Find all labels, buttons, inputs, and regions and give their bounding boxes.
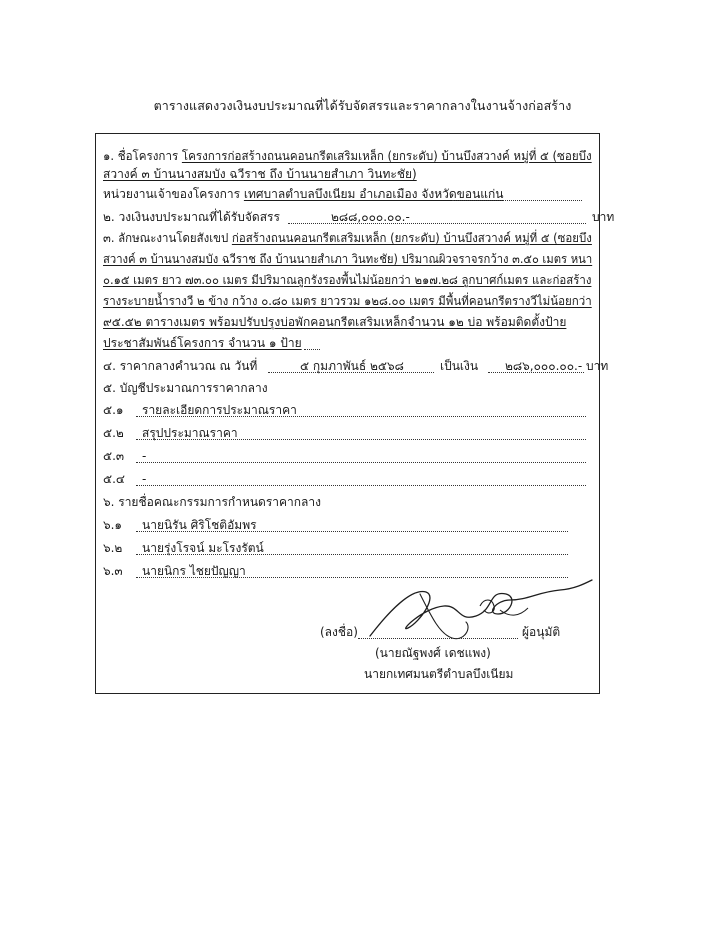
estimate-row-dotted-line — [136, 439, 586, 440]
project-name-label: ๑. ชื่อโครงการ — [103, 149, 179, 163]
scope-dotted-line — [304, 349, 320, 350]
sign-label: (ลงชื่อ) — [320, 625, 358, 639]
ref-price-date: ๕ กุมภาพันธ์ ๒๕๖๘ — [300, 359, 404, 373]
budget-line — [103, 209, 280, 225]
scope-line-6 — [103, 335, 302, 351]
estimate-row-num: ๕.๔ — [103, 472, 125, 486]
budget-unit: บาท — [592, 210, 615, 224]
scope-line-4 — [103, 293, 592, 309]
estimate-row-dotted-line — [136, 462, 586, 463]
budget-value: ๒๘๘,๐๐๐.๐๐.- — [331, 210, 410, 224]
scope-text-6: ประชาสัมพันธ์โครงการ จำนวน ๑ ป้าย — [103, 336, 302, 350]
approver-label: ผู้อนุมัติ — [522, 625, 561, 639]
agency-label: หน่วยงานเจ้าของโครงการ — [103, 187, 241, 201]
signer-name: (นายณัฐพงศ์ เดชแพง) — [375, 646, 491, 660]
scope-line-3 — [103, 272, 591, 288]
estimate-list-label: ๕. บัญชีประมาณการราคากลาง — [103, 381, 268, 395]
committee-row-dotted-line — [136, 531, 568, 532]
scope-text-1: ก่อสร้างถนนคอนกรีตเสริมเหล็ก (ยกระดับ) บ้านบึงสวางค์ หมู่ที่ ๕ (ซอยบึง — [231, 231, 592, 245]
estimate-row-text: - — [142, 449, 147, 463]
scope-text-2: สวางค์ ๓ บ้านนางสมบัง ฉวีราช ถึง บ้านนายสำเภา วินทะชัย) ปริมาณผิวจราจรกว้าง ๓.๕๐ เมตร หนา — [103, 252, 593, 266]
committee-member-name: นายนิรัน ศิริโชติอัมพร — [142, 518, 257, 532]
project-name-value-1: โครงการก่อสร้างถนนคอนกรีตเสริมเหล็ก (ยกระดับ) บ้านบึงสวางค์ หมู่ที่ ๕ (ซอยบึง — [181, 149, 592, 163]
scope-line-1 — [103, 230, 592, 246]
estimate-row-dotted-line — [136, 485, 586, 486]
project-name-value-2: สวางค์ ๓ บ้านนางสมบัง ฉวีราช ถึง บ้านนายสำเภา วินทะชัย) — [103, 167, 417, 181]
committee-label: ๖. รายชื่อคณะกรรมการกำหนดราคากลาง — [103, 495, 322, 509]
scope-line-5 — [103, 314, 566, 330]
estimate-row-num: ๕.๒ — [103, 426, 124, 440]
ref-price-amount-dotted-line — [488, 372, 584, 373]
committee-member-name: นายนิกร ไชยปัญญา — [142, 564, 246, 578]
signer-position: นายกเทศมนตรีตำบลบึงเนียม — [364, 667, 514, 681]
estimate-row-text: สรุปประมาณราคา — [142, 426, 238, 440]
budget-label: ๒. วงเงินงบประมาณที่ได้รับจัดสรร — [103, 210, 280, 224]
ref-price-label: ๔. ราคากลางคำนวณ ณ วันที่ — [103, 359, 258, 373]
committee-row — [103, 517, 122, 533]
committee-member-name: นายรุ่งโรจน์ มะโรงรัตน์ — [142, 541, 264, 555]
scope-text-3: ๐.๑๕ เมตร ยาว ๗๓.๐๐ เมตร มีปริมาณลูกรังรองพื้นไม่น้อยกว่า ๒๑๗.๒๘ ลูกบาศก์เมตร และก่อสร้าง — [103, 273, 592, 287]
ref-price-line — [103, 358, 257, 374]
scope-line-2 — [103, 251, 592, 267]
scope-text-5: ๙๕.๕๒ ตารางเมตร พร้อมปรับปรุงบ่อพักคอนกรีตเสริมเหล็กจำนวน ๑๒ บ่อ พร้อมติดตั้งป้าย — [103, 315, 567, 329]
scope-label: ๓. ลักษณะงานโดยสังเขป — [103, 231, 229, 245]
estimate-row — [103, 425, 124, 441]
scope-text-4: รางระบายน้ำรางวี ๒ ข้าง กว้าง ๐.๘๐ เมตร ยาวรวม ๑๒๘.๐๐ เมตร มีพื้นที่คอนกรีตรางวีไม่น้อยกว่า — [103, 294, 592, 308]
agency-line — [103, 186, 503, 202]
estimate-row-text: รายละเอียดการประมาณราคา — [142, 403, 297, 417]
agency-value: เทศบาลตำบลบึงเนียม อำเภอเมือง จังหวัดขอนแก่น — [243, 187, 504, 201]
estimate-row-dotted-line — [136, 416, 586, 417]
committee-row — [103, 540, 122, 556]
estimate-row-num: ๕.๑ — [103, 403, 124, 417]
sign-dotted-line — [358, 638, 518, 639]
agency-dotted-line — [452, 200, 582, 201]
project-name-line-2 — [103, 166, 417, 182]
page-title: ตารางแสดงวงเงินงบประมาณที่ได้รับจัดสรรและราคากลางในงานจ้างก่อสร้าง — [153, 98, 572, 113]
project-name-line-1 — [103, 148, 592, 164]
estimate-row — [103, 471, 125, 487]
ref-price-amount: ๒๘๖,๐๐๐.๐๐.- — [505, 359, 583, 373]
committee-row-num: ๖.๓ — [103, 564, 123, 578]
estimate-row-text: - — [142, 472, 147, 486]
ref-price-amount-label: เป็นเงิน — [440, 359, 479, 373]
committee-row — [103, 563, 123, 579]
ref-price-date-dotted-line — [268, 372, 434, 373]
committee-row-dotted-line — [136, 554, 568, 555]
committee-row-num: ๖.๑ — [103, 518, 123, 532]
ref-price-unit: บาท — [586, 359, 609, 373]
estimate-row — [103, 448, 124, 464]
committee-row-num: ๖.๒ — [103, 541, 123, 555]
budget-dotted-line — [288, 223, 586, 224]
estimate-row — [103, 402, 124, 418]
estimate-row-num: ๕.๓ — [103, 449, 125, 463]
